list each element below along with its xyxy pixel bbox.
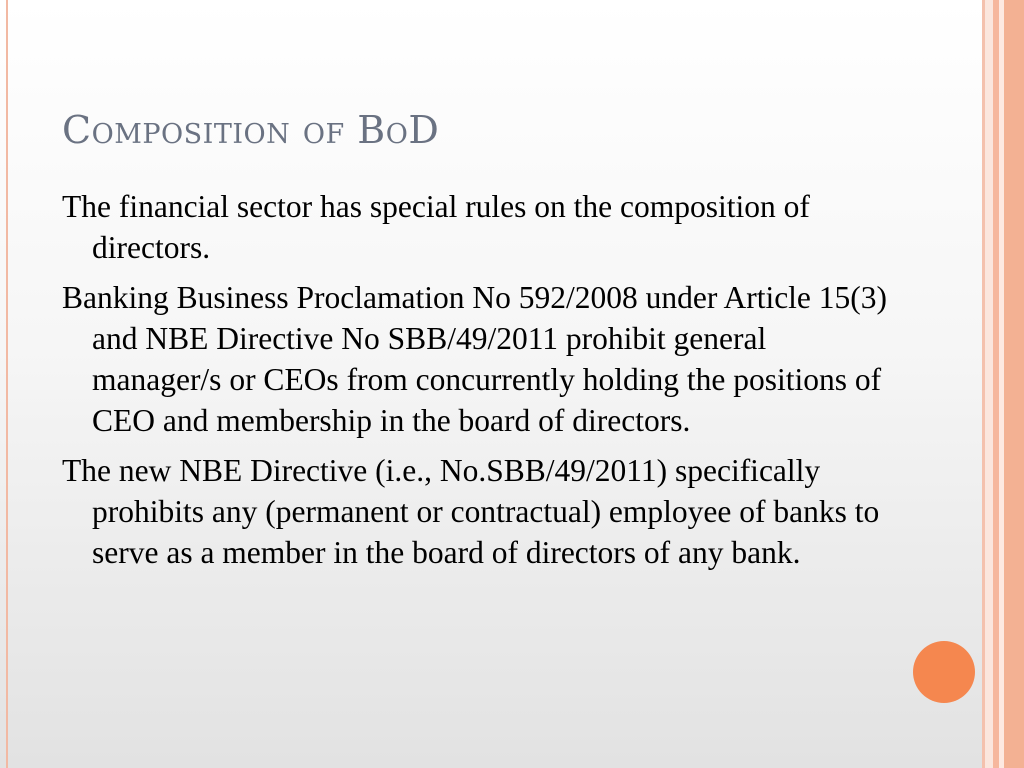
stripe bbox=[1004, 0, 1024, 768]
paragraph: The new NBE Directive (i.e., No.SBB/49/2011) specifically prohibits any (permanent or contractual) employee of banks to serve as a member in the board of directors of any bank. bbox=[62, 453, 880, 570]
slide-body bbox=[62, 186, 897, 582]
stripe bbox=[985, 0, 993, 768]
left-border-rule bbox=[6, 0, 8, 768]
slide-title: Composition of BoD bbox=[62, 108, 440, 152]
paragraph: Banking Business Proclamation No 592/2008 under Article 15(3) and NBE Directive No SBB/49/2011 prohibit general manager/s or CEOs from concurrently holding the positions of CEO and membership in the board of directors. bbox=[62, 280, 888, 438]
decorative-circle bbox=[913, 641, 975, 703]
paragraph: The financial sector has special rules on the composition of directors. bbox=[62, 189, 810, 265]
right-decorative-stripes bbox=[982, 0, 1024, 768]
